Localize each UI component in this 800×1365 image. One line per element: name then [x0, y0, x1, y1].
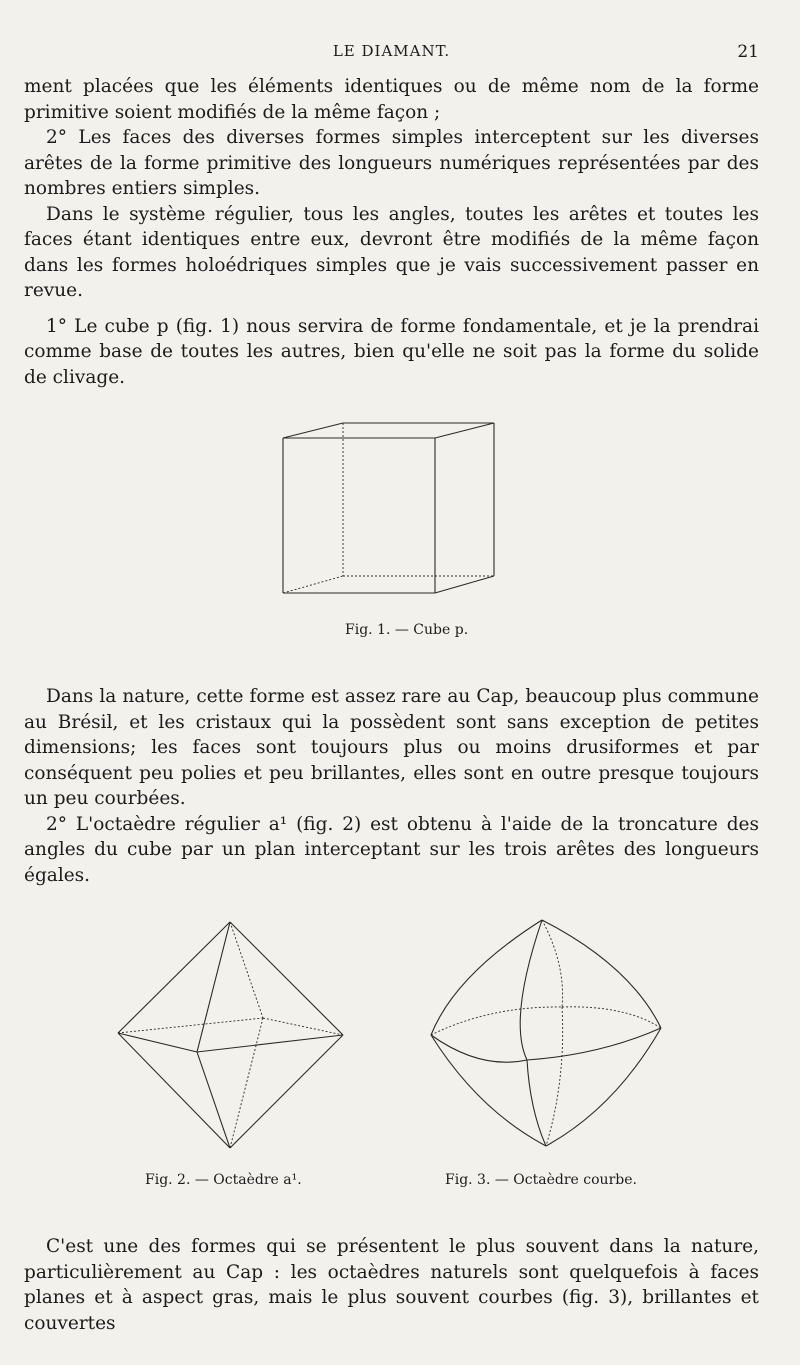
paragraph: Dans la nature, cette forme est assez rare au Cap, beaucoup plus commune au Brésil, et les cristaux qui la possèdent sont sans exception de petites dimensions; les faces sont toujours plus ou moins drusiformes et par conséquent peu polies et peu brillantes, elles sont en outre presque toujours un peu courbées.: [24, 686, 759, 809]
curved-edge: [431, 1035, 546, 1146]
curved-hidden-edge: [542, 920, 563, 1007]
paragraph: 2° Les faces des diverses formes simples interceptent sur les diverses arêtes de la forme primitive des longueurs numériques représentées par des nombres entiers simples.: [24, 127, 759, 199]
curved-edge: [542, 920, 661, 1028]
text-block-bottom: [24, 1234, 759, 1336]
paragraph: 1° Le cube p (fig. 1) nous servira de forme fondamentale, et je la prendrai comme base de toutes les autres, bien qu'elle ne soit pas la forme du solide de clivage.: [24, 315, 759, 388]
paragraph: C'est une des formes qui se présentent le plus souvent dans la nature, particulièrement au Cap : les octaèdres naturels sont quelquefois à faces planes et à aspect gras, mais le plus souvent courbes (fig. 3), brillantes et couvertes: [24, 1236, 759, 1334]
figure-2-caption: Fig. 2. — Octaèdre a¹.: [145, 1172, 302, 1188]
curved-hidden-edge: [546, 1007, 563, 1146]
curved-hidden-edge: [562, 1007, 661, 1028]
curved-edge: [520, 920, 542, 1060]
running-title: LE DIAMANT.: [332, 42, 451, 60]
paragraph: 2° L'octaèdre régulier a¹ (fig. 2) est obtenu à l'aide de la troncature des angles du cube par un plan interceptant sur les trois arêtes des longueurs égales.: [24, 813, 759, 886]
curved-edge: [431, 1035, 527, 1062]
figure-1-caption: Fig. 1. — Cube p.: [345, 622, 469, 638]
paragraph: ment placées que les éléments identiques ou de même nom de la forme primitive soient modifiés de la même façon ;: [24, 76, 759, 123]
curved-edge: [527, 1060, 546, 1146]
curved-edge: [527, 1028, 661, 1060]
curved-edge: [546, 1028, 661, 1146]
page-number: 21: [737, 42, 759, 62]
paragraph: Dans le système régulier, tous les angles, toutes les arêtes et toutes les faces étant identiques entre eux, devront être modifiés de la même façon dans les formes holoédriques simples que je vais successivement passer en revue.: [24, 203, 759, 301]
curved-hidden-edge: [431, 1007, 562, 1035]
figure-3-caption: Fig. 3. — Octaèdre courbe.: [445, 1172, 637, 1188]
